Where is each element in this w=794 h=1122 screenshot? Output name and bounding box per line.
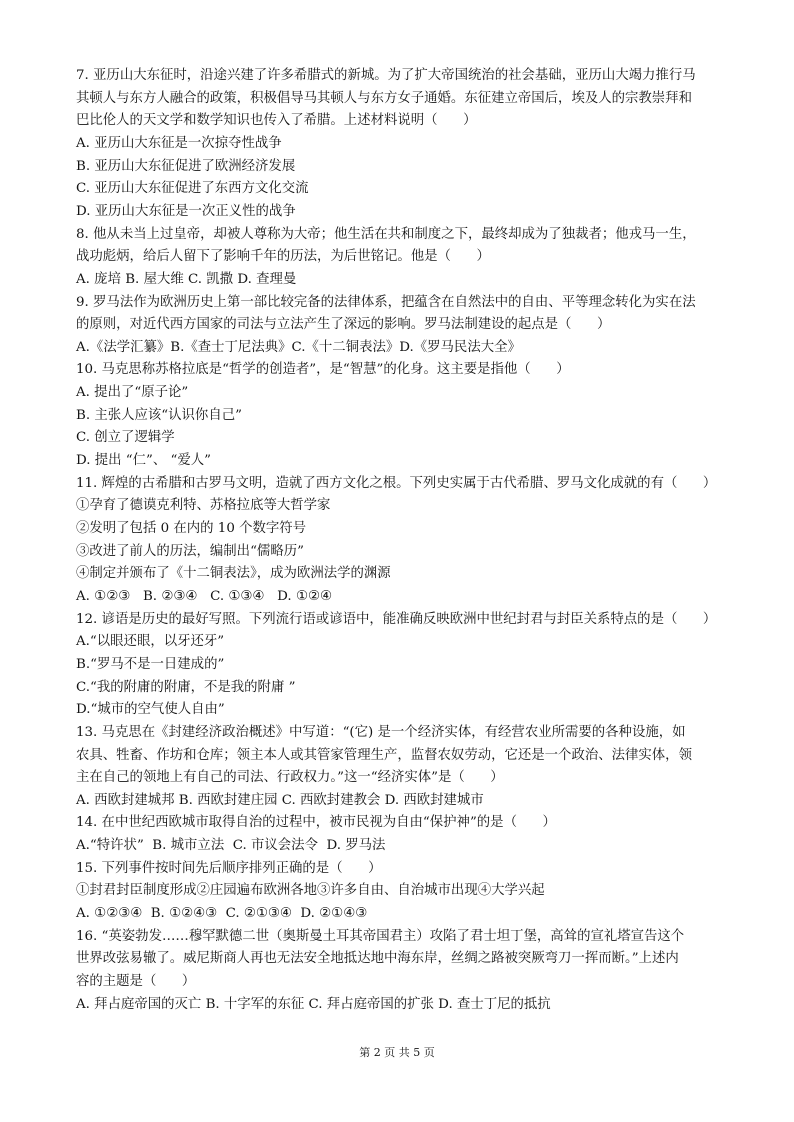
answer-option: C.“我的附庸的附庸，不是我的附庸 ” [76, 679, 296, 695]
question-stem-line: 14. 在中世纪西欧城市取得自治的过程中，被市民视为自由“保护神”的是（ ） [76, 815, 556, 831]
answer-option: A.“特许状” B. 城市立法 C. 市议会法令 D. 罗马法 [76, 838, 386, 854]
question-stem-line: ④制定并颁布了《十二铜表法》，成为欧洲法学的渊源 [76, 566, 391, 582]
answer-option: A. ①②③ B. ②③④ C. ①③④ D. ①②④ [76, 588, 332, 604]
answer-option: A.《法学汇纂》B.《查士丁尼法典》C.《十二铜表法》D.《罗马民法大全》 [76, 339, 521, 355]
question-stem-line: ②发明了包括 0 在内的 10 个数字符号 [76, 521, 307, 536]
question-stem-line: ③改进了前人的历法，编制出“儒略历” [76, 543, 304, 559]
question-stem-line: 其顿人与东方人融合的政策，积极倡导马其顿人与东方女子通婚。东征建立帝国后，埃及人的宗教崇拜和 [76, 90, 692, 106]
answer-option: A. ①②③④ B. ①②④③ C. ②①③④ D. ②①④③ [76, 906, 368, 921]
answer-option: D. 提出 “仁”、 “爱人” [76, 453, 212, 468]
answer-option: C. 亚历山大东征促进了东西方文化交流 [76, 181, 309, 197]
question-stem-line: 10. 马克思称苏格拉底是“哲学的创造者”，是“智慧”的化身。这主要是指他（ ） [76, 362, 570, 378]
question-stem-line: 8. 他从未当上过皇帝，却被人尊称为大帝；他生活在共和制度之下，最终却成为了独裁者；他戎马一生， [76, 226, 696, 242]
answer-option: B.“罗马不是一日建成的” [76, 656, 225, 672]
question-stem-line: ①封君封臣制度形成②庄园遍布欧洲各地③许多自由、自治城市出现④大学兴起 [76, 883, 545, 899]
question-stem-line: 战功彪炳，给后人留下了影响千年的历法，为后世铭记。他是（ ） [76, 249, 490, 265]
answer-option: B. 亚历山大东征促进了欧洲经济发展 [76, 158, 296, 174]
question-stem-line: 农具、牲畜、作坊和仓库；领主本人或其管家管理生产，监督农奴劳动，它还是一个政治、法律实体，领 [76, 747, 692, 763]
question-stem-line: 巴比伦人的天文学和数学知识也传入了希腊。上述材料说明（ ） [76, 113, 477, 129]
answer-option: A.“以眼还眼，以牙还牙” [76, 634, 225, 650]
question-stem-line: 7. 亚历山大东征时，沿途兴建了许多希腊式的新城。为了扩大帝国统治的社会基础，亚历山大竭力推行马 [76, 68, 696, 83]
question-stem-line: ①孕育了德谟克利特、苏格拉底等大哲学家 [76, 498, 331, 514]
answer-option: D. 亚历山大东征是一次正义性的战争 [76, 203, 296, 219]
question-stem-line: 容的主题是（ ） [76, 974, 196, 989]
answer-option: A. 提出了“原子论” [76, 385, 189, 401]
answer-option: D.“城市的空气使人自由” [76, 702, 225, 718]
question-stem-line: 11. 辉煌的古希腊和古罗马文明，造就了西方文化之根。下列史实属于古代希腊、罗马文化成就的有（ ） [76, 475, 717, 491]
question-stem-line: 9. 罗马法作为欧洲历史上第一部比较完备的法律体系，把蕴含在自然法中的自由、平等理念转化为实在法 [76, 294, 696, 310]
answer-option: A. 亚历山大东征是一次掠夺性战争 [76, 135, 282, 151]
question-stem-line: 的原则，对近代西方国家的司法与立法产生了深远的影响。罗马法制建设的起点是（ ） [76, 317, 611, 333]
question-stem-line: 15. 下列事件按时间先后顺序排列正确的是（ ） [76, 860, 382, 876]
question-stem-line: 12. 谚语是历史的最好写照。下列流行语或谚语中，能准确反映欧洲中世纪封君与封臣关系特点的是（ ） [76, 611, 717, 627]
question-stem-line: 13. 马克思在《封建经济政治概述》中写道：“(它) 是一个经济实体，有经营农业所需要的各种设施，如 [76, 724, 686, 740]
question-stem-line: 16. “英姿勃发……穆罕默德二世（奥斯曼土耳其帝国君主）攻陷了君士坦丁堡，高耸的宣礼塔宣告这个 [76, 928, 685, 944]
answer-option: B. 主张人应该“认识你自己” [76, 407, 242, 423]
question-stem-line: 世界改弦易辙了。威尼斯商人再也无法安全地抵达地中海东岸，丝绸之路被突厥弯刀一挥而断。”上述内 [76, 951, 679, 967]
page-footer: 第 2 页 共 5 页 [359, 1046, 435, 1059]
answer-option: A. 西欧封建城邦 B. 西欧封建庄园 C. 西欧封建教会 D. 西欧封建城市 [76, 792, 484, 808]
answer-option: A. 拜占庭帝国的灭亡 B. 十字军的东征 C. 拜占庭帝国的扩张 D. 查士丁尼的抵抗 [76, 996, 551, 1012]
question-stem-line: 主在自己的领地上有自己的司法、行政权力。”这一“经济实体”是（ ） [76, 770, 504, 786]
answer-option: C. 创立了逻辑学 [76, 430, 175, 446]
answer-option: A. 庞培 B. 屋大维 C. 凯撒 D. 查理曼 [76, 271, 297, 287]
